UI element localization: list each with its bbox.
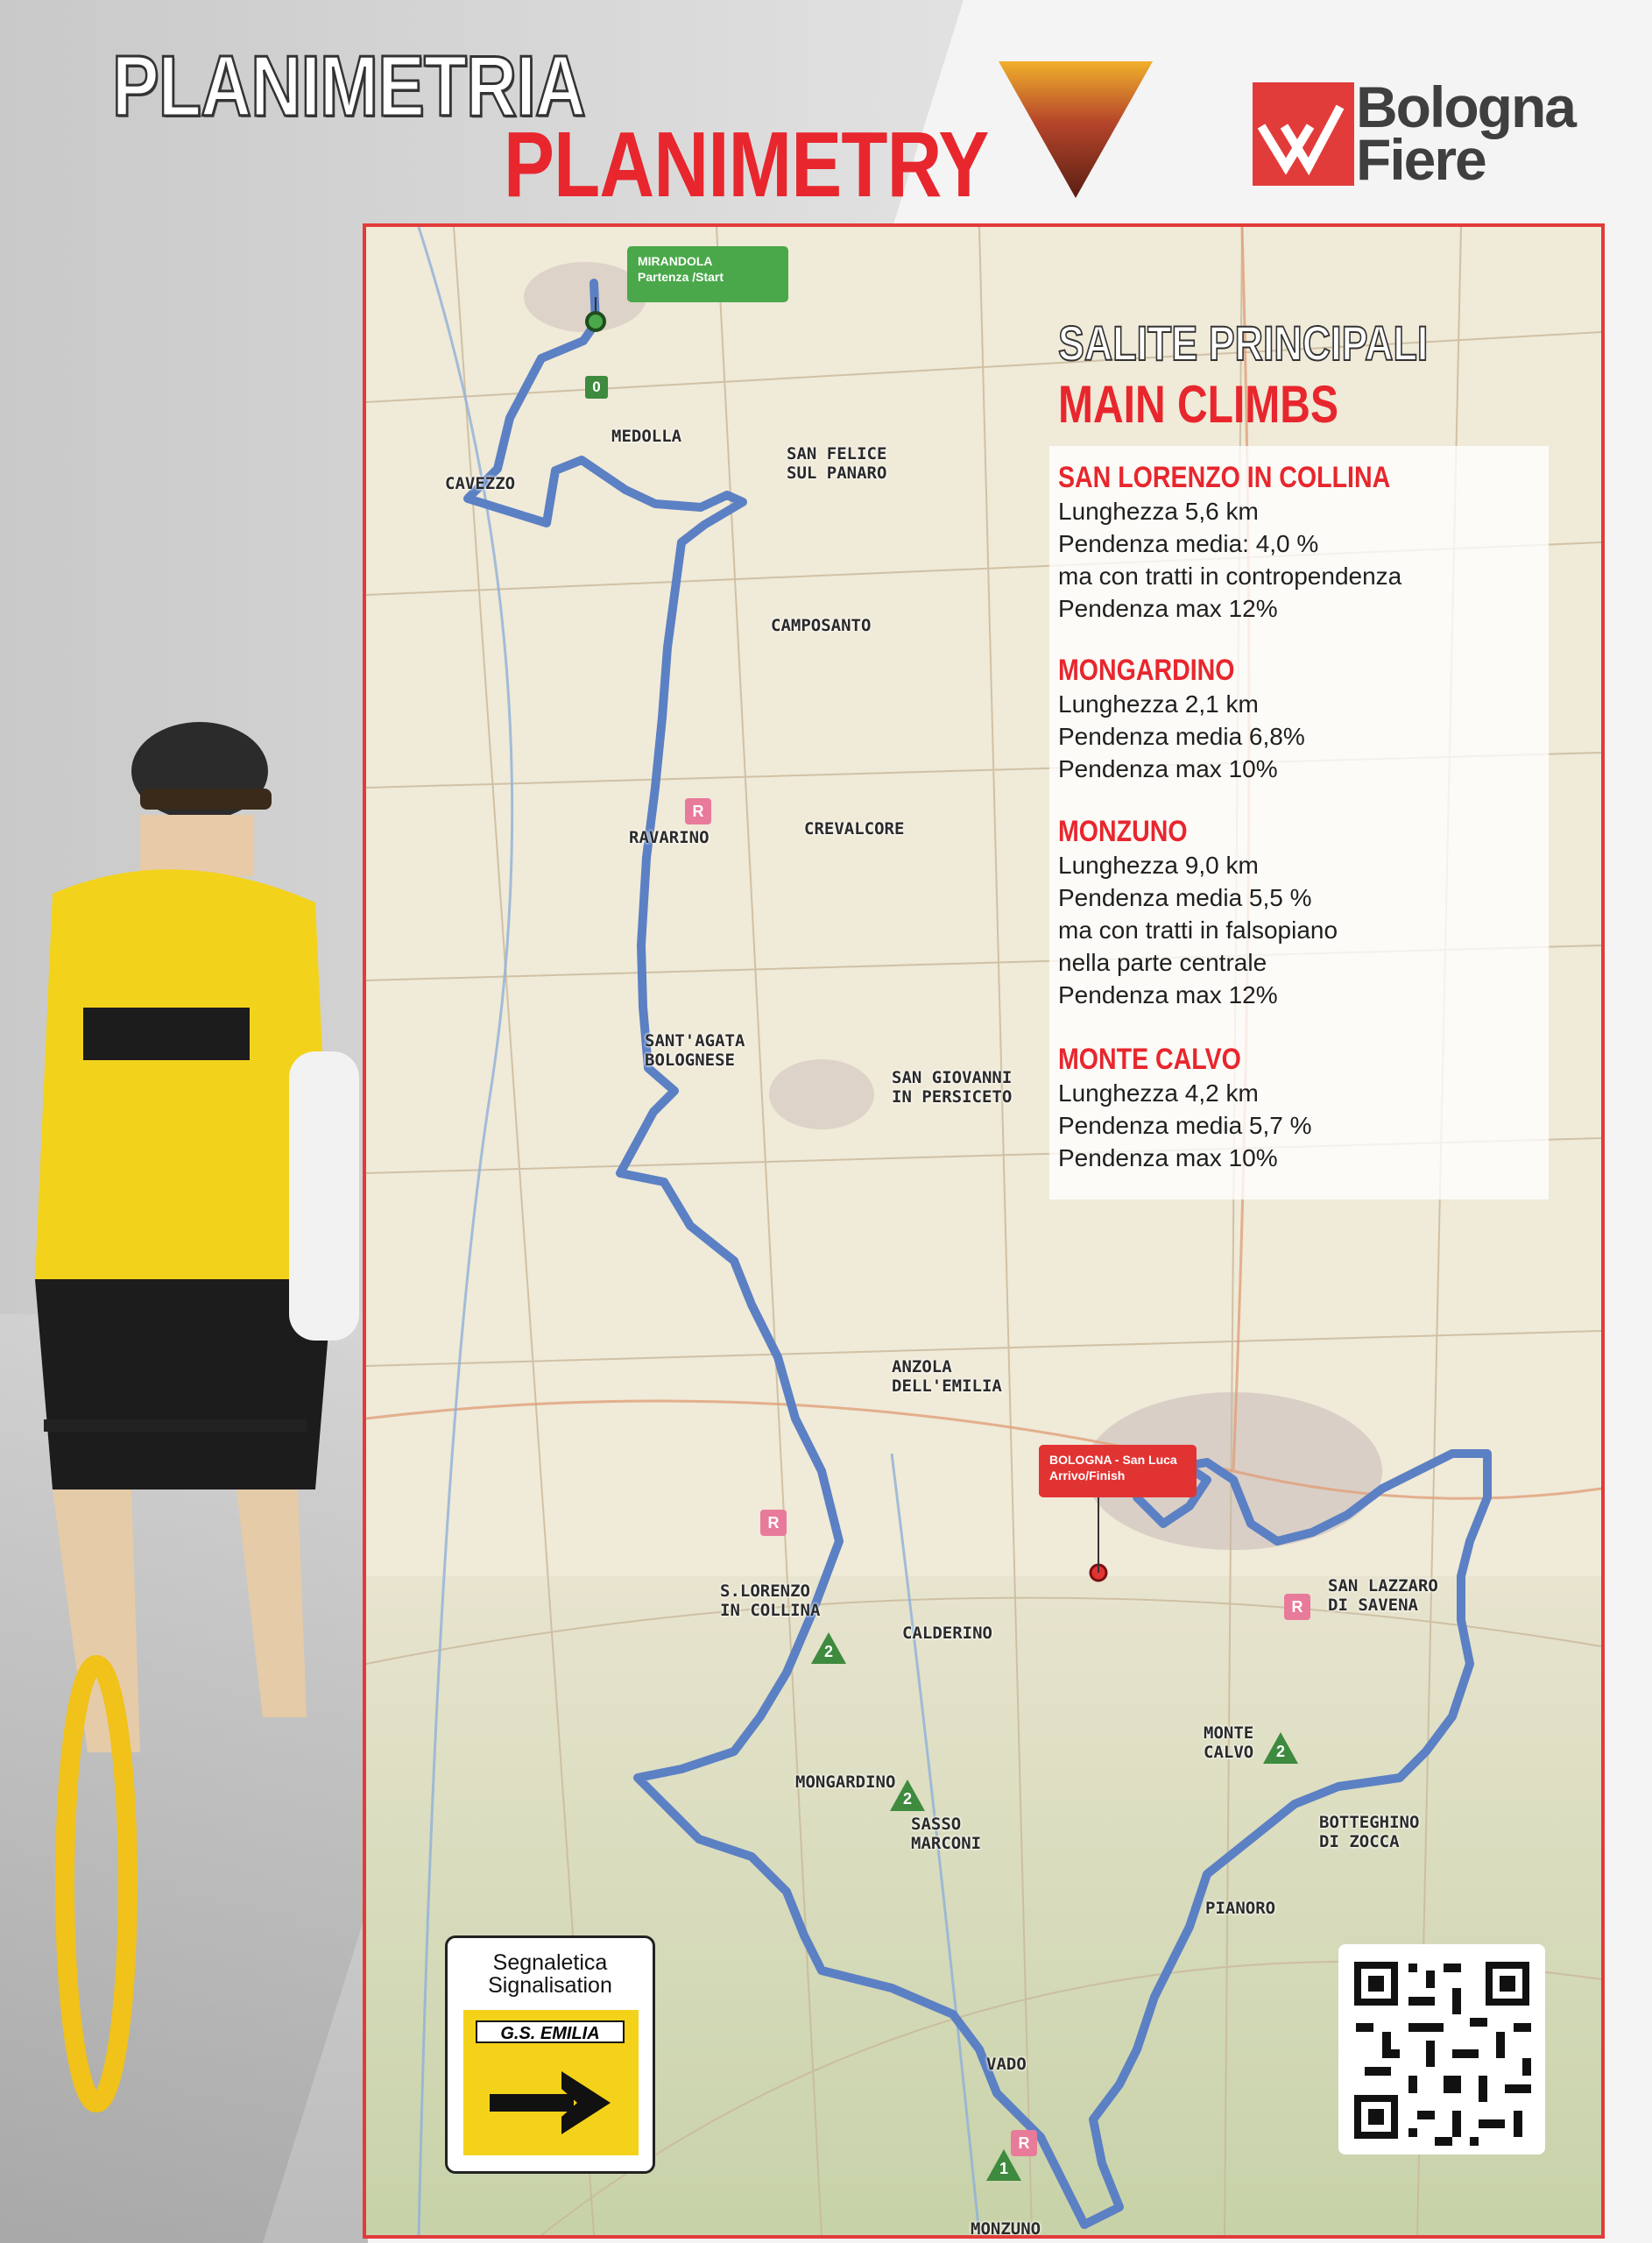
place-s-lorenzo: S.LORENZO IN COLLINA bbox=[720, 1581, 821, 1620]
climb-detail: nella parte centrale bbox=[1058, 949, 1267, 976]
place-camposanto: CAMPOSANTO bbox=[771, 616, 872, 635]
sponsor-line-2: Fiere bbox=[1356, 127, 1486, 192]
place-san-lazzaro: SAN LAZZARO DI SAVENA bbox=[1328, 1576, 1438, 1615]
place-anzola: ANZOLA DELL'EMILIA bbox=[892, 1357, 1002, 1396]
climb-detail: Pendenza max 10% bbox=[1058, 755, 1278, 782]
climb-name: MONTE CALVO bbox=[1058, 1043, 1241, 1076]
climb-item bbox=[1058, 653, 1549, 785]
climb-detail: ma con tratti in contropendenza bbox=[1058, 563, 1402, 590]
qr-code-icon[interactable] bbox=[1338, 1944, 1545, 2155]
page-title-english: PLANIMETRY bbox=[504, 113, 989, 216]
place-calderino: CALDERINO bbox=[902, 1624, 992, 1643]
climb-detail: Lunghezza 9,0 km bbox=[1058, 852, 1259, 879]
climb-category-icon: 2 bbox=[809, 1631, 848, 1666]
place-monte-calvo: MONTE CALVO bbox=[1204, 1723, 1254, 1762]
place-medolla: MEDOLLA bbox=[611, 427, 682, 446]
place-monzuno: MONZUNO bbox=[971, 2219, 1041, 2239]
climb-name: SAN LORENZO IN COLLINA bbox=[1058, 461, 1391, 494]
signage-sample bbox=[463, 2010, 639, 2155]
climb-detail: Pendenza media 6,8% bbox=[1058, 723, 1305, 750]
climb-category-icon: 2 bbox=[1261, 1730, 1300, 1765]
climb-category-icon: 1 bbox=[985, 2147, 1023, 2183]
place-cavezzo: CAVEZZO bbox=[445, 474, 516, 493]
place-ravarino: RAVARINO bbox=[629, 828, 710, 847]
finish-flag-city: BOLOGNA - San Luca bbox=[1049, 1453, 1177, 1467]
climb-detail: Lunghezza 2,1 km bbox=[1058, 690, 1259, 718]
place-santagata: SANT'AGATA BOLOGNESE bbox=[645, 1031, 745, 1070]
main-climbs-panel bbox=[1058, 315, 1549, 1300]
climb-detail: Pendenza max 12% bbox=[1058, 595, 1278, 622]
climb-item bbox=[1058, 460, 1549, 625]
climb-detail: Lunghezza 4,2 km bbox=[1058, 1079, 1259, 1107]
place-sasso-marconi: SASSO MARCONI bbox=[911, 1815, 982, 1853]
place-mongardino: MONGARDINO bbox=[795, 1772, 896, 1792]
feed-zone-icon: R bbox=[685, 798, 711, 824]
climb-name: MONGARDINO bbox=[1058, 654, 1235, 687]
climb-detail: Pendenza media 5,5 % bbox=[1058, 884, 1312, 911]
start-point-icon bbox=[587, 313, 604, 330]
start-flag-label: Partenza /Start bbox=[638, 270, 724, 284]
climb-category-icon: 2 bbox=[888, 1778, 927, 1813]
feed-zone-icon: R bbox=[1011, 2130, 1037, 2156]
start-flag-city: MIRANDOLA bbox=[638, 254, 713, 268]
climb-detail: ma con tratti in falsopiano bbox=[1058, 916, 1338, 944]
feed-zone-icon: R bbox=[760, 1510, 787, 1536]
climb-detail: Pendenza media: 4,0 % bbox=[1058, 530, 1319, 557]
climb-name: MONZUNO bbox=[1058, 815, 1188, 848]
climb-item bbox=[1058, 814, 1549, 1011]
place-vado: VADO bbox=[986, 2055, 1027, 2074]
signage-label-italian: Segnaletica bbox=[492, 1950, 608, 1975]
signage-legend bbox=[445, 1935, 655, 2174]
finish-flag-label: Arrivo/Finish bbox=[1049, 1468, 1126, 1482]
place-crevalcore: CREVALCORE bbox=[804, 819, 905, 838]
right-arrow-icon bbox=[490, 2068, 612, 2138]
signage-club-name: G.S. EMILIA bbox=[476, 2020, 625, 2043]
climb-detail: Pendenza max 12% bbox=[1058, 981, 1278, 1008]
route-map bbox=[363, 223, 1605, 2239]
bologna-fiere-wordmark bbox=[1356, 74, 1575, 192]
start-flag bbox=[627, 246, 788, 302]
finish-flag bbox=[1039, 1445, 1197, 1497]
feed-zone-icon: R bbox=[1284, 1594, 1310, 1620]
climb-item bbox=[1058, 1042, 1549, 1174]
place-san-felice: SAN FELICE SUL PANARO bbox=[787, 444, 887, 483]
climbs-title-english: MAIN CLIMBS bbox=[1058, 375, 1338, 434]
climbs-title-italian: SALITE PRINCIPALI bbox=[1058, 315, 1429, 371]
climb-detail: Pendenza media 5,7 % bbox=[1058, 1112, 1312, 1139]
km-zero-marker: 0 bbox=[585, 376, 608, 399]
bologna-fiere-logo-icon bbox=[1253, 82, 1354, 186]
climb-detail: Lunghezza 5,6 km bbox=[1058, 498, 1259, 525]
page-title-italian: PLANIMETRIA bbox=[112, 38, 586, 134]
place-botteghino: BOTTEGHINO DI ZOCCA bbox=[1319, 1813, 1420, 1851]
sponsor-line-1: Bologna bbox=[1356, 74, 1575, 139]
signage-label-french: Signalisation bbox=[488, 1973, 612, 1998]
climb-detail: Pendenza max 10% bbox=[1058, 1144, 1278, 1171]
place-san-giovanni: SAN GIOVANNI IN PERSICETO bbox=[892, 1068, 1013, 1107]
place-pianoro: PIANORO bbox=[1205, 1899, 1276, 1918]
triangle-logo-icon bbox=[997, 60, 1154, 200]
